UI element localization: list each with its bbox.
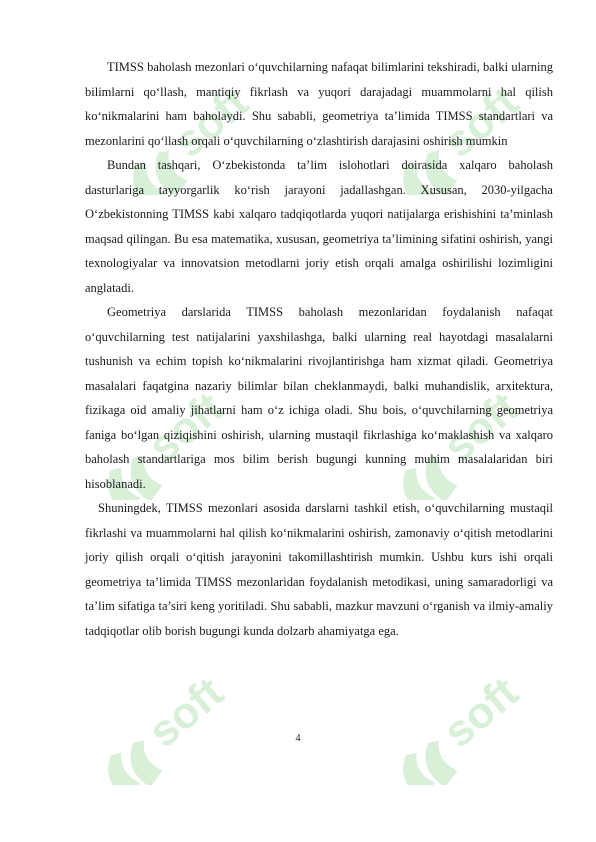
- watermark-logo: [365, 665, 565, 785]
- watermark-text: soft: [434, 77, 528, 168]
- watermark-text: soft: [164, 77, 258, 168]
- paragraph-3: Geometriya darslarida TIMSS baholash mezonlaridan foydalanish nafaqat o‘quvchilarning test natijalarini yaxshilashga, balki ularning real hayotdagi masalalarni tushunish va echim topish ko‘nikmalarini rivojlantirishga ham xizmat qiladi. Geometriya masalalari faqatgina nazariy bilimlar bilan cheklanmaydi, balki muhandislik, arxitektura, fizikaga oid amaliy jihatlarni ham o‘z ichiga oladi. Shu bois, o‘quvchilarning geometriya faniga bo‘lgan qiziqishini oshirish, ularning mustaqil fikrlashiga ko‘maklashish va xalqaro baholash standartlariga mos bilim berish bugungi kunning muhim masalalaridan biri hisoblanadi.: [85, 305, 553, 491]
- watermark-text: soft: [434, 667, 528, 758]
- page-number: 4: [295, 733, 301, 744]
- watermark-text: soft: [139, 667, 233, 758]
- watermark-logo: [70, 665, 270, 785]
- watermark-text: soft: [139, 382, 233, 473]
- paragraph-1: TIMSS baholash mezonlari o‘quvchilarning nafaqat bilimlarini tekshiradi, balki ularning bilimlarni qo‘llash, mantiqiy fikrlash va yuqori darajadagi muammolarni hal qilish ko‘nikmalarini ham baholaydi. Shu sababli, geometriya ta’limida TIMSS standartlari va mezonlarini qo‘llash orqali o‘quvchilarning o‘zlashtirish darajasini oshirish mumkin: [85, 60, 553, 148]
- document-body: [85, 55, 553, 643]
- paragraph-2: Bundan tashqari, O‘zbekistonda ta’lim islohotlari doirasida xalqaro baholash dasturlariga tayyorgarlik ko‘rish jarayoni jadallashgan. Xususan, 2030-yilgacha O‘zbekistonning TIMSS kabi xalqaro tadqiqotlarda yuqori natijalarga erishishini ta’minlash maqsad qilingan. Bu esa matematika, xususan, geometriya ta’limining sifatini oshirish, yangi texnologiyalar va innovatsion metodlarni joriy etish orqali amalga oshirilishi lozimligini anglatadi.: [85, 158, 553, 295]
- paragraph-4: Shuningdek, TIMSS mezonlari asosida darslarni tashkil etish, o‘quvchilarning mustaqil fikrlashi va muammolarni hal qilish ko‘nikmalarini oshirish, zamonaviy o‘qitish metodlarini joriy qilish orqali o‘qitish jarayonini takomillashtirish mumkin. Ushbu kurs ishi orqali geometriya ta’limida TIMSS mezonlaridan foydalanish metodikasi, uning samaradorligi va ta’lim sifatiga ta’siri keng yoritiladi. Shu sababli, mazkur mavzuni o‘rganish va ilmiy-amaliy tadqiqotlar olib borish bugungi kunda dolzarb ahamiyatga ega.: [85, 501, 553, 638]
- watermark-text: soft: [434, 382, 528, 473]
